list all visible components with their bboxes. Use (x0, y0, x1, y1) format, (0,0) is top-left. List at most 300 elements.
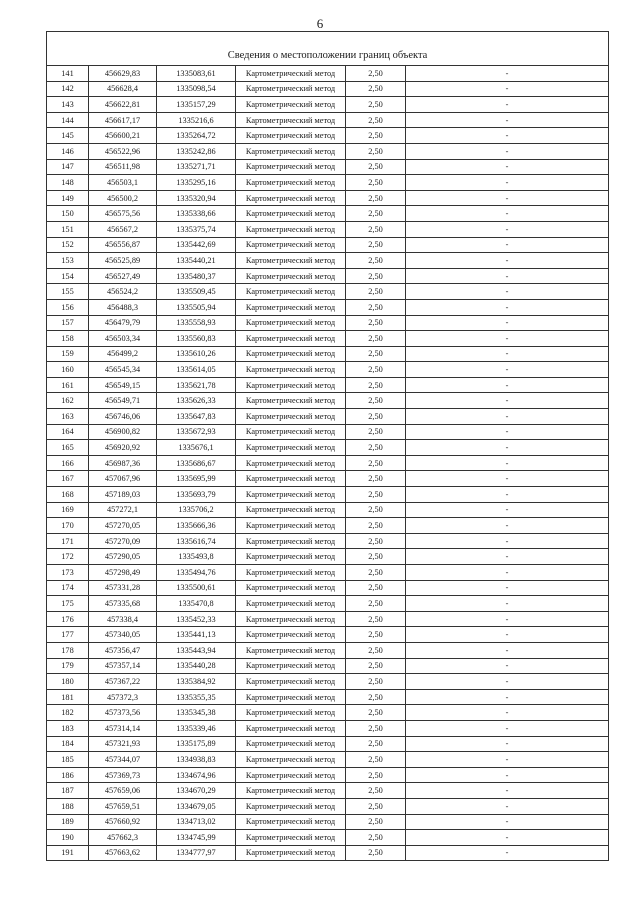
description-cell: - (406, 549, 609, 565)
point-number-cell: 165 (47, 440, 89, 456)
method-cell: Картометрический метод (236, 253, 346, 269)
x-coordinate-cell: 456479,79 (89, 315, 157, 331)
x-coordinate-cell: 457321,93 (89, 736, 157, 752)
table-row (47, 487, 609, 503)
accuracy-cell: 2,50 (346, 549, 406, 565)
method-cell: Картометрический метод (236, 299, 346, 315)
y-coordinate-cell: 1335157,29 (157, 97, 236, 113)
description-cell: - (406, 268, 609, 284)
x-coordinate-cell: 457659,06 (89, 783, 157, 799)
accuracy-cell: 2,50 (346, 409, 406, 425)
accuracy-cell: 2,50 (346, 237, 406, 253)
description-cell: - (406, 533, 609, 549)
point-number-cell: 189 (47, 814, 89, 830)
y-coordinate-cell: 1335338,66 (157, 206, 236, 222)
point-number-cell: 191 (47, 845, 89, 861)
y-coordinate-cell: 1334674,96 (157, 767, 236, 783)
point-number-cell: 146 (47, 143, 89, 159)
y-coordinate-cell: 1335666,36 (157, 518, 236, 534)
x-coordinate-cell: 457357,14 (89, 658, 157, 674)
table-row (47, 346, 609, 362)
description-cell: - (406, 845, 609, 861)
method-cell: Картометрический метод (236, 190, 346, 206)
description-cell: - (406, 736, 609, 752)
description-cell: - (406, 798, 609, 814)
method-cell: Картометрический метод (236, 175, 346, 191)
y-coordinate-cell: 1335175,89 (157, 736, 236, 752)
method-cell: Картометрический метод (236, 377, 346, 393)
table-row (47, 455, 609, 471)
x-coordinate-cell: 456617,17 (89, 112, 157, 128)
table-row (47, 674, 609, 690)
description-cell: - (406, 299, 609, 315)
table-row (47, 206, 609, 222)
method-cell: Картометрический метод (236, 674, 346, 690)
description-cell: - (406, 689, 609, 705)
x-coordinate-cell: 457372,3 (89, 689, 157, 705)
description-cell: - (406, 315, 609, 331)
y-coordinate-cell: 1335295,16 (157, 175, 236, 191)
description-cell: - (406, 331, 609, 347)
y-coordinate-cell: 1334745,99 (157, 830, 236, 846)
x-coordinate-cell: 456900,82 (89, 424, 157, 440)
table-row (47, 611, 609, 627)
point-number-cell: 154 (47, 268, 89, 284)
description-cell: - (406, 611, 609, 627)
description-cell: - (406, 580, 609, 596)
description-cell: - (406, 143, 609, 159)
y-coordinate-cell: 1335500,61 (157, 580, 236, 596)
y-coordinate-cell: 1335621,78 (157, 377, 236, 393)
description-cell: - (406, 284, 609, 300)
description-cell: - (406, 377, 609, 393)
point-number-cell: 145 (47, 128, 89, 144)
y-coordinate-cell: 1335083,61 (157, 66, 236, 82)
table-row (47, 143, 609, 159)
x-coordinate-cell: 457067,96 (89, 471, 157, 487)
x-coordinate-cell: 456920,92 (89, 440, 157, 456)
x-coordinate-cell: 457662,3 (89, 830, 157, 846)
x-coordinate-cell: 456628,4 (89, 81, 157, 97)
table-row (47, 580, 609, 596)
point-number-cell: 168 (47, 487, 89, 503)
table-row (47, 190, 609, 206)
point-number-cell: 149 (47, 190, 89, 206)
method-cell: Картометрический метод (236, 159, 346, 175)
point-number-cell: 187 (47, 783, 89, 799)
point-number-cell: 161 (47, 377, 89, 393)
accuracy-cell: 2,50 (346, 580, 406, 596)
accuracy-cell: 2,50 (346, 206, 406, 222)
y-coordinate-cell: 1335610,26 (157, 346, 236, 362)
method-cell: Картометрический метод (236, 81, 346, 97)
method-cell: Картометрический метод (236, 393, 346, 409)
table-row (47, 752, 609, 768)
table-row (47, 377, 609, 393)
accuracy-cell: 2,50 (346, 565, 406, 581)
x-coordinate-cell: 457290,05 (89, 549, 157, 565)
table-row (47, 814, 609, 830)
accuracy-cell: 2,50 (346, 175, 406, 191)
description-cell: - (406, 424, 609, 440)
description-cell: - (406, 783, 609, 799)
accuracy-cell: 2,50 (346, 627, 406, 643)
method-cell: Картометрический метод (236, 206, 346, 222)
accuracy-cell: 2,50 (346, 502, 406, 518)
accuracy-cell: 2,50 (346, 642, 406, 658)
description-cell: - (406, 502, 609, 518)
point-number-cell: 188 (47, 798, 89, 814)
description-cell: - (406, 674, 609, 690)
point-number-cell: 144 (47, 112, 89, 128)
table-title: Сведения о местоположении границ объекта (47, 32, 609, 66)
description-cell: - (406, 752, 609, 768)
y-coordinate-cell: 1335345,38 (157, 705, 236, 721)
x-coordinate-cell: 457663,62 (89, 845, 157, 861)
description-cell: - (406, 175, 609, 191)
x-coordinate-cell: 457270,09 (89, 533, 157, 549)
table-row (47, 393, 609, 409)
x-coordinate-cell: 456500,2 (89, 190, 157, 206)
table-row (47, 658, 609, 674)
description-cell: - (406, 409, 609, 425)
description-cell: - (406, 66, 609, 82)
accuracy-cell: 2,50 (346, 143, 406, 159)
table-row (47, 720, 609, 736)
x-coordinate-cell: 456525,89 (89, 253, 157, 269)
method-cell: Картометрический метод (236, 689, 346, 705)
accuracy-cell: 2,50 (346, 674, 406, 690)
x-coordinate-cell: 456503,1 (89, 175, 157, 191)
method-cell: Картометрический метод (236, 533, 346, 549)
description-cell: - (406, 565, 609, 581)
accuracy-cell: 2,50 (346, 736, 406, 752)
point-number-cell: 183 (47, 720, 89, 736)
accuracy-cell: 2,50 (346, 81, 406, 97)
point-number-cell: 157 (47, 315, 89, 331)
description-cell: - (406, 596, 609, 612)
accuracy-cell: 2,50 (346, 315, 406, 331)
y-coordinate-cell: 1335440,28 (157, 658, 236, 674)
x-coordinate-cell: 457373,56 (89, 705, 157, 721)
accuracy-cell: 2,50 (346, 112, 406, 128)
description-cell: - (406, 627, 609, 643)
point-number-cell: 190 (47, 830, 89, 846)
accuracy-cell: 2,50 (346, 689, 406, 705)
description-cell: - (406, 221, 609, 237)
point-number-cell: 158 (47, 331, 89, 347)
description-cell: - (406, 705, 609, 721)
accuracy-cell: 2,50 (346, 97, 406, 113)
x-coordinate-cell: 456511,98 (89, 159, 157, 175)
accuracy-cell: 2,50 (346, 783, 406, 799)
method-cell: Картометрический метод (236, 720, 346, 736)
x-coordinate-cell: 456622,81 (89, 97, 157, 113)
table-row (47, 533, 609, 549)
accuracy-cell: 2,50 (346, 471, 406, 487)
accuracy-cell: 2,50 (346, 221, 406, 237)
accuracy-cell: 2,50 (346, 393, 406, 409)
method-cell: Картометрический метод (236, 284, 346, 300)
accuracy-cell: 2,50 (346, 533, 406, 549)
y-coordinate-cell: 1335339,46 (157, 720, 236, 736)
table-row (47, 440, 609, 456)
accuracy-cell: 2,50 (346, 190, 406, 206)
table-row (47, 66, 609, 82)
y-coordinate-cell: 1334777,97 (157, 845, 236, 861)
x-coordinate-cell: 457367,22 (89, 674, 157, 690)
point-number-cell: 184 (47, 736, 89, 752)
table-row (47, 830, 609, 846)
accuracy-cell: 2,50 (346, 346, 406, 362)
x-coordinate-cell: 456488,3 (89, 299, 157, 315)
point-number-cell: 155 (47, 284, 89, 300)
description-cell: - (406, 658, 609, 674)
y-coordinate-cell: 1334670,29 (157, 783, 236, 799)
y-coordinate-cell: 1335672,93 (157, 424, 236, 440)
method-cell: Картометрический метод (236, 549, 346, 565)
y-coordinate-cell: 1335440,21 (157, 253, 236, 269)
description-cell: - (406, 81, 609, 97)
y-coordinate-cell: 1335098,54 (157, 81, 236, 97)
y-coordinate-cell: 1335375,74 (157, 221, 236, 237)
point-number-cell: 164 (47, 424, 89, 440)
table-row (47, 798, 609, 814)
point-number-cell: 172 (47, 549, 89, 565)
accuracy-cell: 2,50 (346, 845, 406, 861)
y-coordinate-cell: 1335647,83 (157, 409, 236, 425)
method-cell: Картометрический метод (236, 455, 346, 471)
method-cell: Картометрический метод (236, 315, 346, 331)
point-number-cell: 170 (47, 518, 89, 534)
description-cell: - (406, 642, 609, 658)
method-cell: Картометрический метод (236, 112, 346, 128)
y-coordinate-cell: 1335693,79 (157, 487, 236, 503)
y-coordinate-cell: 1334938,83 (157, 752, 236, 768)
table-row (47, 221, 609, 237)
accuracy-cell: 2,50 (346, 611, 406, 627)
x-coordinate-cell: 457270,05 (89, 518, 157, 534)
accuracy-cell: 2,50 (346, 159, 406, 175)
page-number: 6 (316, 16, 324, 31)
y-coordinate-cell: 1335470,8 (157, 596, 236, 612)
x-coordinate-cell: 457340,05 (89, 627, 157, 643)
point-number-cell: 167 (47, 471, 89, 487)
point-number-cell: 141 (47, 66, 89, 82)
y-coordinate-cell: 1335355,35 (157, 689, 236, 705)
description-cell: - (406, 455, 609, 471)
x-coordinate-cell: 457338,4 (89, 611, 157, 627)
method-cell: Картометрический метод (236, 471, 346, 487)
boundary-coordinates-table (46, 31, 609, 861)
point-number-cell: 180 (47, 674, 89, 690)
y-coordinate-cell: 1334679,05 (157, 798, 236, 814)
method-cell: Картометрический метод (236, 362, 346, 378)
point-number-cell: 185 (47, 752, 89, 768)
accuracy-cell: 2,50 (346, 299, 406, 315)
accuracy-cell: 2,50 (346, 658, 406, 674)
point-number-cell: 171 (47, 533, 89, 549)
table-row (47, 783, 609, 799)
accuracy-cell: 2,50 (346, 752, 406, 768)
x-coordinate-cell: 456549,71 (89, 393, 157, 409)
method-cell: Картометрический метод (236, 221, 346, 237)
table-row (47, 175, 609, 191)
x-coordinate-cell: 456575,56 (89, 206, 157, 222)
x-coordinate-cell: 456549,15 (89, 377, 157, 393)
description-cell: - (406, 346, 609, 362)
y-coordinate-cell: 1335320,94 (157, 190, 236, 206)
method-cell: Картометрический метод (236, 798, 346, 814)
method-cell: Картометрический метод (236, 658, 346, 674)
x-coordinate-cell: 457272,1 (89, 502, 157, 518)
point-number-cell: 181 (47, 689, 89, 705)
table-row (47, 705, 609, 721)
x-coordinate-cell: 456524,2 (89, 284, 157, 300)
accuracy-cell: 2,50 (346, 362, 406, 378)
method-cell: Картометрический метод (236, 783, 346, 799)
x-coordinate-cell: 457660,92 (89, 814, 157, 830)
point-number-cell: 159 (47, 346, 89, 362)
description-cell: - (406, 393, 609, 409)
method-cell: Картометрический метод (236, 66, 346, 82)
x-coordinate-cell: 456987,36 (89, 455, 157, 471)
method-cell: Картометрический метод (236, 580, 346, 596)
table-row (47, 112, 609, 128)
description-cell: - (406, 128, 609, 144)
x-coordinate-cell: 456746,06 (89, 409, 157, 425)
x-coordinate-cell: 456522,96 (89, 143, 157, 159)
method-cell: Картометрический метод (236, 596, 346, 612)
method-cell: Картометрический метод (236, 268, 346, 284)
y-coordinate-cell: 1335264,72 (157, 128, 236, 144)
accuracy-cell: 2,50 (346, 518, 406, 534)
method-cell: Картометрический метод (236, 143, 346, 159)
method-cell: Картометрический метод (236, 97, 346, 113)
table-body (47, 66, 609, 861)
y-coordinate-cell: 1335216,6 (157, 112, 236, 128)
y-coordinate-cell: 1335505,94 (157, 299, 236, 315)
point-number-cell: 175 (47, 596, 89, 612)
point-number-cell: 151 (47, 221, 89, 237)
method-cell: Картометрический метод (236, 502, 346, 518)
table-row (47, 409, 609, 425)
description-cell: - (406, 206, 609, 222)
accuracy-cell: 2,50 (346, 424, 406, 440)
method-cell: Картометрический метод (236, 705, 346, 721)
point-number-cell: 162 (47, 393, 89, 409)
method-cell: Картометрический метод (236, 611, 346, 627)
table-row (47, 97, 609, 113)
description-cell: - (406, 362, 609, 378)
table-row (47, 237, 609, 253)
method-cell: Картометрический метод (236, 845, 346, 861)
x-coordinate-cell: 457344,07 (89, 752, 157, 768)
accuracy-cell: 2,50 (346, 66, 406, 82)
x-coordinate-cell: 457356,47 (89, 642, 157, 658)
x-coordinate-cell: 456545,34 (89, 362, 157, 378)
y-coordinate-cell: 1335452,33 (157, 611, 236, 627)
method-cell: Картометрический метод (236, 565, 346, 581)
x-coordinate-cell: 457369,73 (89, 767, 157, 783)
table-row (47, 268, 609, 284)
y-coordinate-cell: 1335493,8 (157, 549, 236, 565)
method-cell: Картометрический метод (236, 237, 346, 253)
description-cell: - (406, 471, 609, 487)
x-coordinate-cell: 457314,14 (89, 720, 157, 736)
y-coordinate-cell: 1335442,69 (157, 237, 236, 253)
method-cell: Картометрический метод (236, 736, 346, 752)
y-coordinate-cell: 1335695,99 (157, 471, 236, 487)
table-row (47, 642, 609, 658)
method-cell: Картометрический метод (236, 627, 346, 643)
point-number-cell: 160 (47, 362, 89, 378)
point-number-cell: 148 (47, 175, 89, 191)
table-row (47, 424, 609, 440)
accuracy-cell: 2,50 (346, 253, 406, 269)
x-coordinate-cell: 456556,87 (89, 237, 157, 253)
y-coordinate-cell: 1335242,86 (157, 143, 236, 159)
description-cell: - (406, 518, 609, 534)
x-coordinate-cell: 456499,2 (89, 346, 157, 362)
table-row (47, 315, 609, 331)
point-number-cell: 153 (47, 253, 89, 269)
point-number-cell: 182 (47, 705, 89, 721)
point-number-cell: 163 (47, 409, 89, 425)
description-cell: - (406, 440, 609, 456)
description-cell: - (406, 97, 609, 113)
method-cell: Картометрический метод (236, 830, 346, 846)
x-coordinate-cell: 457298,49 (89, 565, 157, 581)
accuracy-cell: 2,50 (346, 377, 406, 393)
description-cell: - (406, 720, 609, 736)
y-coordinate-cell: 1335271,71 (157, 159, 236, 175)
y-coordinate-cell: 1335626,33 (157, 393, 236, 409)
method-cell: Картометрический метод (236, 409, 346, 425)
description-cell: - (406, 159, 609, 175)
table-row (47, 736, 609, 752)
method-cell: Картометрический метод (236, 346, 346, 362)
accuracy-cell: 2,50 (346, 798, 406, 814)
method-cell: Картометрический метод (236, 424, 346, 440)
method-cell: Картометрический метод (236, 487, 346, 503)
point-number-cell: 177 (47, 627, 89, 643)
accuracy-cell: 2,50 (346, 128, 406, 144)
accuracy-cell: 2,50 (346, 767, 406, 783)
method-cell: Картометрический метод (236, 518, 346, 534)
accuracy-cell: 2,50 (346, 455, 406, 471)
accuracy-cell: 2,50 (346, 720, 406, 736)
description-cell: - (406, 487, 609, 503)
y-coordinate-cell: 1335676,1 (157, 440, 236, 456)
point-number-cell: 179 (47, 658, 89, 674)
table-row (47, 471, 609, 487)
method-cell: Картометрический метод (236, 767, 346, 783)
y-coordinate-cell: 1335480,37 (157, 268, 236, 284)
x-coordinate-cell: 457189,03 (89, 487, 157, 503)
table-row (47, 565, 609, 581)
table-row (47, 362, 609, 378)
point-number-cell: 166 (47, 455, 89, 471)
table-row (47, 596, 609, 612)
x-coordinate-cell: 456567,2 (89, 221, 157, 237)
description-cell: - (406, 814, 609, 830)
y-coordinate-cell: 1335441,13 (157, 627, 236, 643)
table-row (47, 518, 609, 534)
y-coordinate-cell: 1335509,45 (157, 284, 236, 300)
description-cell: - (406, 830, 609, 846)
y-coordinate-cell: 1335560,83 (157, 331, 236, 347)
